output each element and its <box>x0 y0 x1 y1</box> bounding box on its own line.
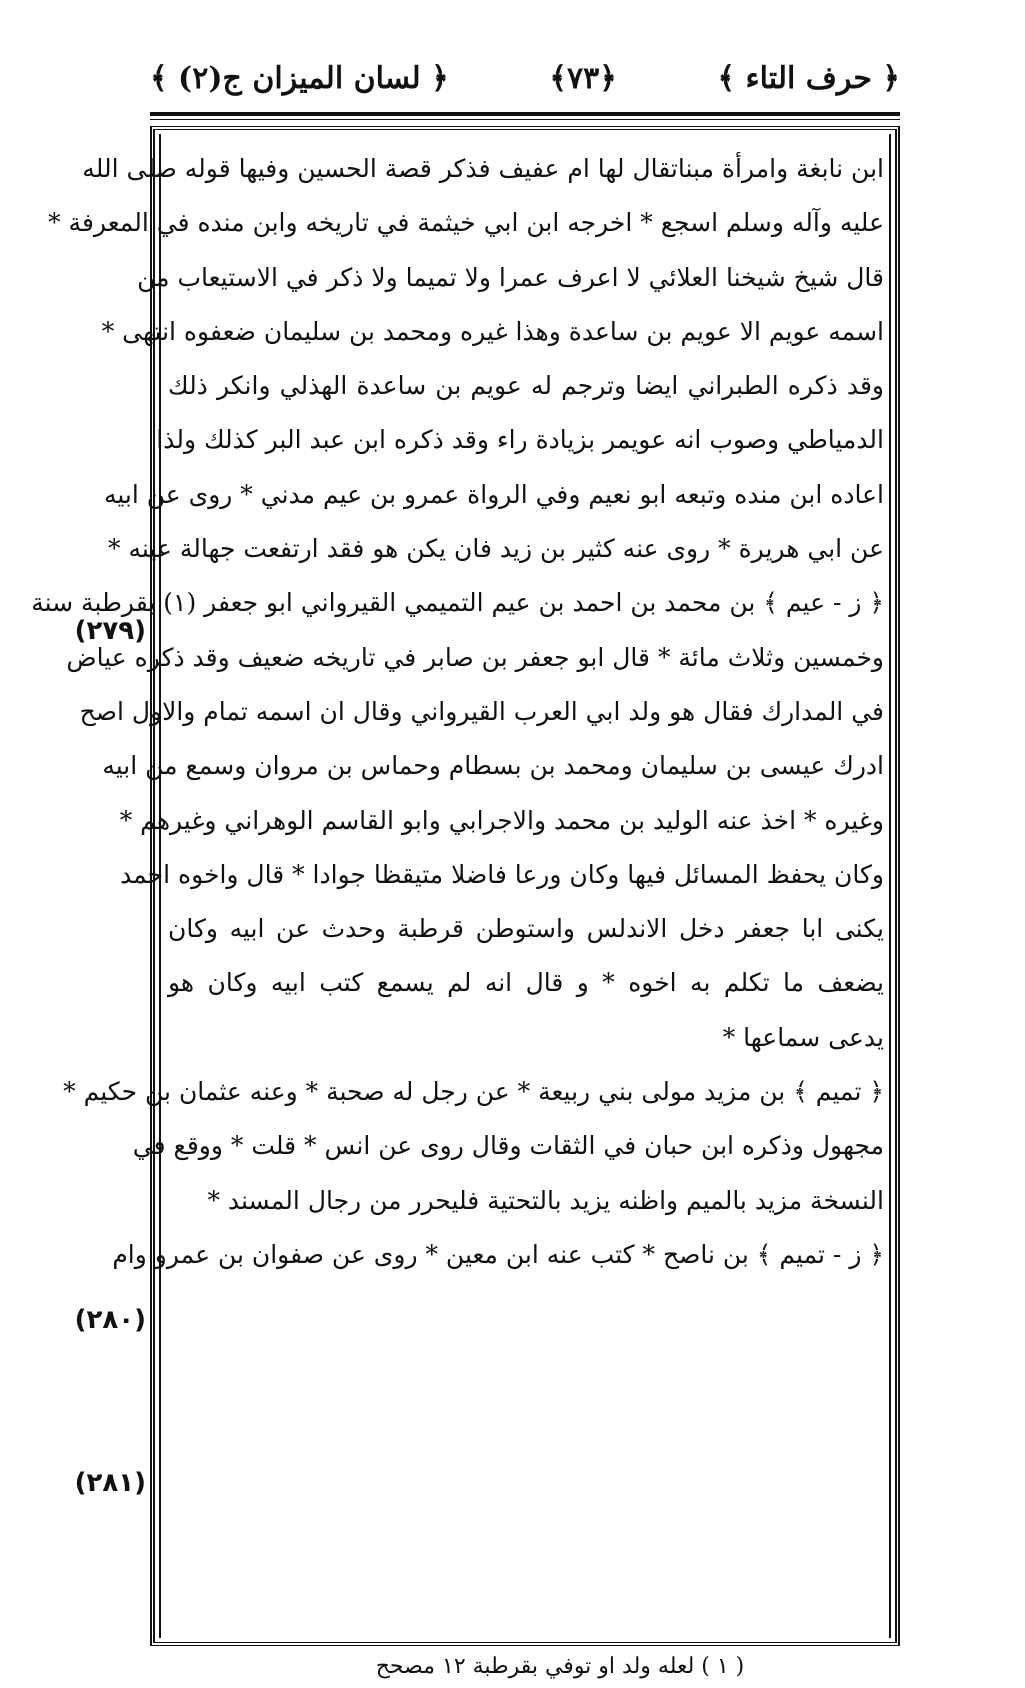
text-line: النسخة مزيد بالميم واظنه يزيد بالتحتية فليحرر من رجال المسند * <box>207 1185 884 1215</box>
text-line: يكنى ابا جعفر دخل الاندلس واستوطن قرطبة وحدث عن ابيه وكان <box>168 914 884 944</box>
text-line: وغيره * اخذ عنه الوليد بن محمد والاجرابي وابو القاسم الوهراني وغيرهم * <box>119 805 884 835</box>
text-line: وكان يحفظ المسائل فيها وكان ورعا فاضلا متيقظا جوادا * قال واخوه احمد <box>120 859 884 889</box>
text-line: قال شيخ شيخنا العلائي لا اعرف عمرا ولا تميما ولا ذكر في الاستيعاب من <box>137 262 884 292</box>
text-line: اسمه عويم الا عويم بن ساعدة وهذا غيره ومحمد بن سليمان ضعفوه انتهى * <box>101 316 884 346</box>
text-line: في المدارك فقال هو ولد ابي العرب القيرواني وقال ان اسمه تمام والاول اصح <box>79 696 884 726</box>
header-book-title: ﴿ لسان الميزان ج(٢) ﴾ <box>150 60 449 96</box>
text-line: ابن نابغة وامرأة مبناتقال لها ام عفيف فذكر قصة الحسين وفيها قوله صلى الله <box>82 154 884 183</box>
entry-line: ﴿ تميم ﴾ بن مزيد مولى بني ربيعة * عن رجل له صحبة * وعنه عثمان بن حكيم * <box>63 1077 884 1107</box>
page-header <box>150 48 900 108</box>
entry-line: ﴿ ز - عيم ﴾ بن محمد بن احمد بن عيم التميمي القيرواني ابو جعفر (١) بقرطبة سنة <box>31 588 884 618</box>
text-line: اعاده ابن منده وتبعه ابو نعيم وفي الرواة عمرو بن عيم مدني * روى عن ابيه <box>103 479 884 509</box>
header-page-number: ﴿٧٣﴾ <box>549 60 617 96</box>
entry-number-281: (٢٨١) <box>74 1468 146 1498</box>
text-line: يضعف ما تكلم به اخوه * و قال انه لم يسمع كتب ابيه وكان هو <box>168 968 884 998</box>
text-line: وخمسين وثلاث مائة * قال ابو جعفر بن صابر في تاريخه ضعيف وقد ذكره عياض <box>66 642 884 672</box>
text-line: عن ابي هريرة * روى عنه كثير بن زيد فان يكن هو فقد ارتفعت جهالة عينه * <box>108 534 884 564</box>
header-chapter-title: ﴿ حرف التاء ﴾ <box>717 60 900 96</box>
entry-number-279: (٢٧٩) <box>74 616 146 646</box>
header-rule <box>150 112 900 120</box>
entry-line: ﴿ ز - تميم ﴾ بن ناصح * كتب عنه ابن معين * روى عن صفوان بن عمرو وام <box>112 1239 884 1269</box>
entry-number-280: (٢٨٠) <box>74 1305 146 1335</box>
text-line: مجهول وذكره ابن حبان في الثقات وقال روى عن انس * قلت * ووقع في <box>132 1131 884 1161</box>
footnote: ( ١ ) لعله ولد او توفي بقرطبة ١٢ مصحح <box>375 1654 745 1679</box>
text-line: وقد ذكره الطبراني ايضا وترجم له عويم بن ساعدة الهذلي وانكر ذلك <box>168 371 884 401</box>
text-line: الدمياطي وصوب انه عويمر بزيادة راء وقد ذكره ابن عبد البر كذلك ولذا <box>156 425 884 455</box>
text-line: يدعى سماعها * <box>722 1022 884 1052</box>
text-line: عليه وآله وسلم اسجع * اخرجه ابن ابي خيثمة في تاريخه وابن منده في المعرفة * <box>48 208 884 238</box>
text-line: ادرك عيسى بن سليمان ومحمد بن بسطام وحماس بن مروان وسمع من ابيه <box>102 751 884 781</box>
